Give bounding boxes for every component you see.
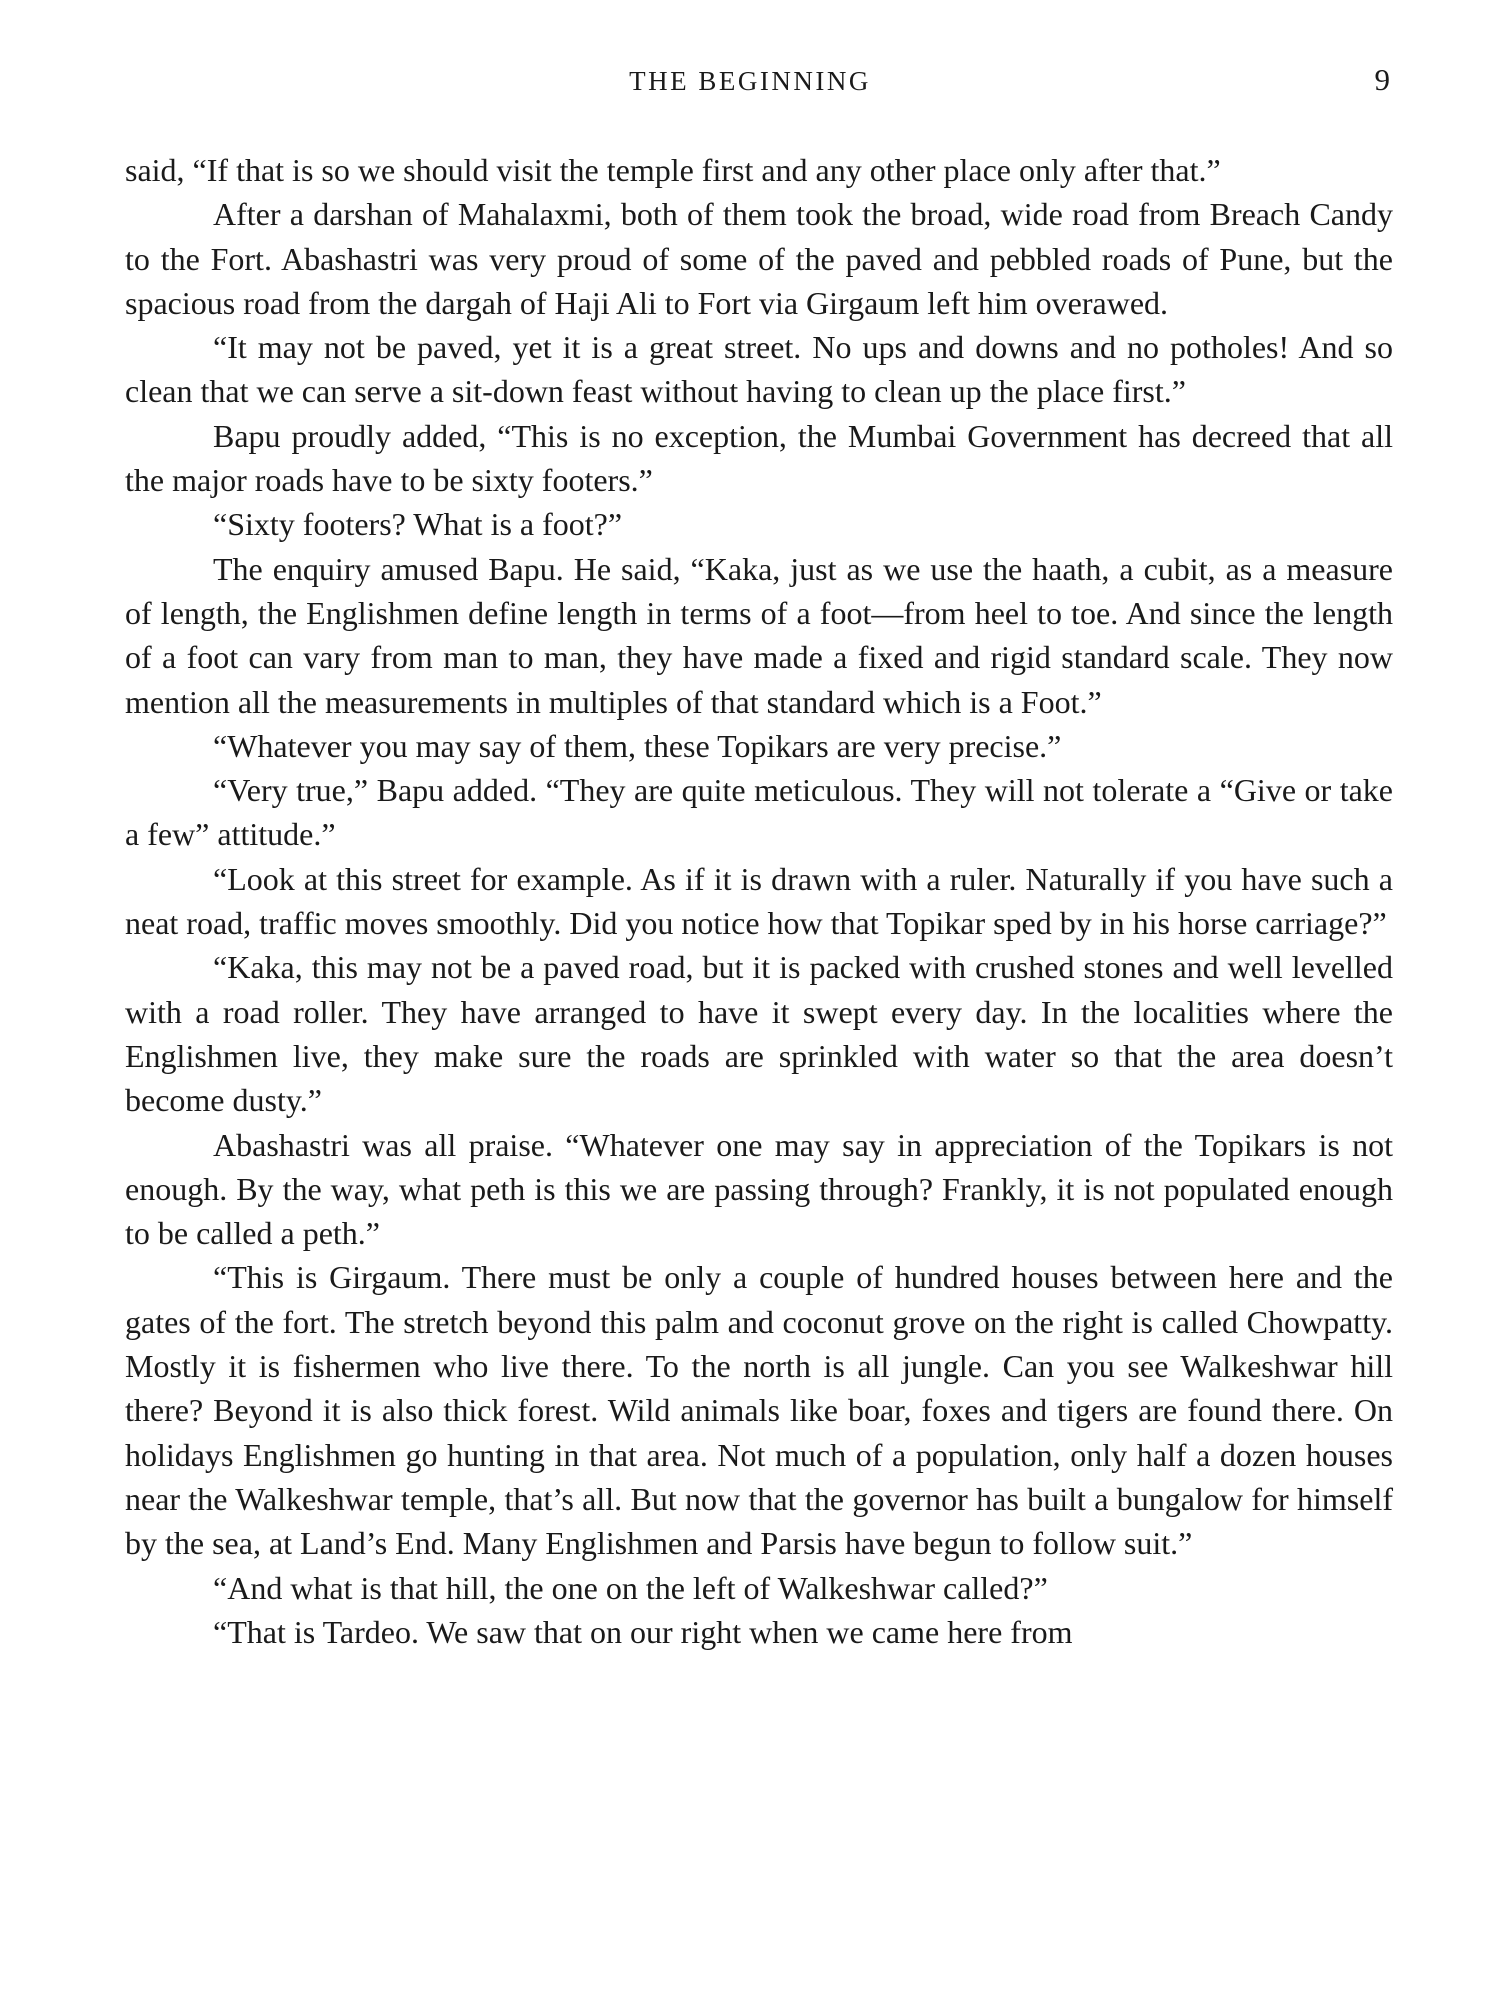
paragraph-11: Abashastri was all praise. “Whatever one may say in appreciation of the Topikars is not enough. By the way, what peth is this we are passing through? Frankly, it is not populated enough to be called a peth.”	[125, 1126, 1393, 1252]
paragraph-7: “Whatever you may say of them, these Topikars are very precise.”	[213, 727, 1062, 764]
running-head	[0, 62, 1500, 102]
paragraph-14: “That is Tardeo. We saw that on our right when we came here from	[213, 1613, 1073, 1650]
paragraph-1: said, “If that is so we should visit the temple first and any other place only after that.”	[125, 152, 1221, 188]
body-text	[125, 148, 1393, 1654]
paragraph-13: “And what is that hill, the one on the left of Walkeshwar called?”	[213, 1569, 1048, 1606]
paragraph-5: “Sixty footers? What is a foot?”	[213, 506, 623, 543]
paragraph-9: “Look at this street for example. As if it is drawn with a ruler. Naturally if you have such a neat road, traffic moves smoothly. Did you notice how that Topikar sped by in his horse carriage?”	[125, 860, 1393, 942]
running-title: THE BEGINNING	[629, 66, 871, 96]
paragraph-10: “Kaka, this may not be a paved road, but it is packed with crushed stones and well levelled with a road roller. They have arranged to have it swept every day. In the localities where the Englishmen live, they make sure the roads are sprinkled with water so that the area doesn’t become dusty.”	[125, 949, 1393, 1119]
paragraph-4: Bapu proudly added, “This is no exception, the Mumbai Government has decreed that all the major roads have to be sixty footers.”	[125, 417, 1393, 499]
paragraph-12: “This is Girgaum. There must be only a couple of hundred houses between here and the gates of the fort. The stretch beyond this palm and coconut grove on the right is called Chowpatty. Mostly it is fishermen who live there. To the north is all jungle. Can you see Walkeshwar hill there? Beyond it is also thick forest. Wild animals like boar, foxes and tigers are found there. On holidays Englishmen go hunting in that area. Not much of a population, only half a dozen houses near the Walkeshwar temple, that’s all. But now that the governor has built a bungalow for himself by the sea, at Land’s End. Many Englishmen and Parsis have begun to follow suit.”	[125, 1259, 1393, 1562]
paragraph-8: “Very true,” Bapu added. “They are quite meticulous. They will not tolerate a “Give or take a few” attitude.”	[125, 772, 1393, 853]
paragraph-3: “It may not be paved, yet it is a great street. No ups and downs and no potholes! And so clean that we can serve a sit-down feast without having to clean up the place first.”	[125, 329, 1393, 410]
paragraph-2: After a darshan of Mahalaxmi, both of them took the broad, wide road from Breach Candy to the Fort. Abashastri was very proud of some of the paved and pebbled roads of Pune, but the spacious road from the dargah of Haji Ali to Fort via Girgaum left him overawed.	[125, 196, 1393, 321]
paragraph-6: The enquiry amused Bapu. He said, “Kaka, just as we use the haath, a cubit, as a measure of length, the Englishmen define length in terms of a foot—from heel to toe. And since the length of a foot can vary from man to man, they have made a fixed and rigid standard scale. They now mention all the measurements in multiples of that standard which is a Foot.”	[125, 550, 1393, 720]
page-number: 9	[1374, 62, 1390, 97]
